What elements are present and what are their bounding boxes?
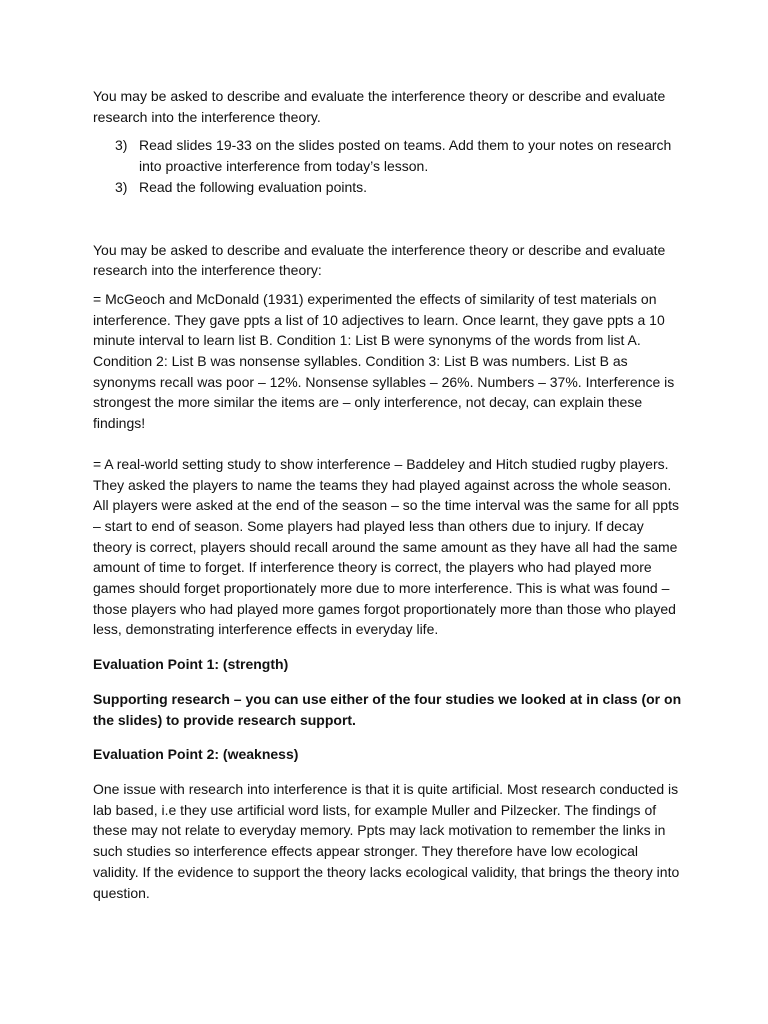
baddeley-paragraph: = A real-world setting study to show interference – Baddeley and Hitch studied rugby players. They asked the players to name the teams they had played against across the whole season. All players were asked at the end of the season – so the time interval was the same for all ppts – start to end of season. Some players had played less than others due to injury. If decay theory is correct, players should recall around the same amount as they have all had the same amount of time to forget. If interference theory is correct, the players who had played more games should forget proportionately more due to more interference. This is what was found – those players who had played more games forgot proportionately more than those who played less, demonstrating interference effects in everyday life. — [93, 455, 679, 638]
task-text: Read slides 19-33 on the slides posted on teams. Add them to your notes on research into proactive interference from today’s lesson. — [139, 137, 672, 175]
document-page — [93, 86, 683, 903]
spacer — [93, 198, 683, 240]
task-item — [115, 177, 683, 198]
task-number: 3) — [115, 137, 128, 154]
mcgeoch-paragraph: = McGeoch and McDonald (1931) experimented the effects of similarity of test materials on interference. They gave ppts a list of 10 adjectives to learn. Once learnt, they gave ppts a 10 minute interval to learn list B. Condition 1: List B were synonyms of the words from list A. Condition 2: List B was nonsense syllables. Condition 3: List B was numbers. List B as synonyms recall was poor – 12%. Nonsense syllables – 26%. Numbers – 37%. Interference is strongest the more similar the items are – only interference, not decay, can explain these findings! — [93, 290, 675, 432]
evaluation-point1-heading: Evaluation Point 1: (strength) — [93, 656, 289, 673]
intro-paragraph: You may be asked to describe and evaluate the interference theory or describe and evaluate research into the interference theory. — [93, 88, 666, 125]
task-item — [115, 135, 683, 176]
intro2-paragraph: You may be asked to describe and evaluate the interference theory or describe and evaluate research into the interference theory: — [93, 241, 666, 279]
task-number: 3) — [115, 178, 128, 195]
evaluation-point1-text: Supporting research – you can use either of the four studies we looked at in class (or on the slides) to provide research support. — [93, 690, 682, 728]
task-text: Read the following evaluation points. — [139, 178, 368, 195]
evaluation-point2-heading: Evaluation Point 2: (weakness) — [93, 746, 299, 763]
evaluation-point2-text: One issue with research into interference is that it is quite artificial. Most research conducted is lab based, i.e they use artificial word lists, for example Muller and Pilzecker. The findings of these may not relate to everyday memory. Ppts may lack motivation to remember the links in such studies so interference effects appear stronger. They therefore have low ecological validity. If the evidence to support the theory lacks ecological validity, that brings the theory into question. — [93, 780, 680, 901]
task-list — [93, 135, 683, 197]
spacer — [93, 434, 683, 454]
